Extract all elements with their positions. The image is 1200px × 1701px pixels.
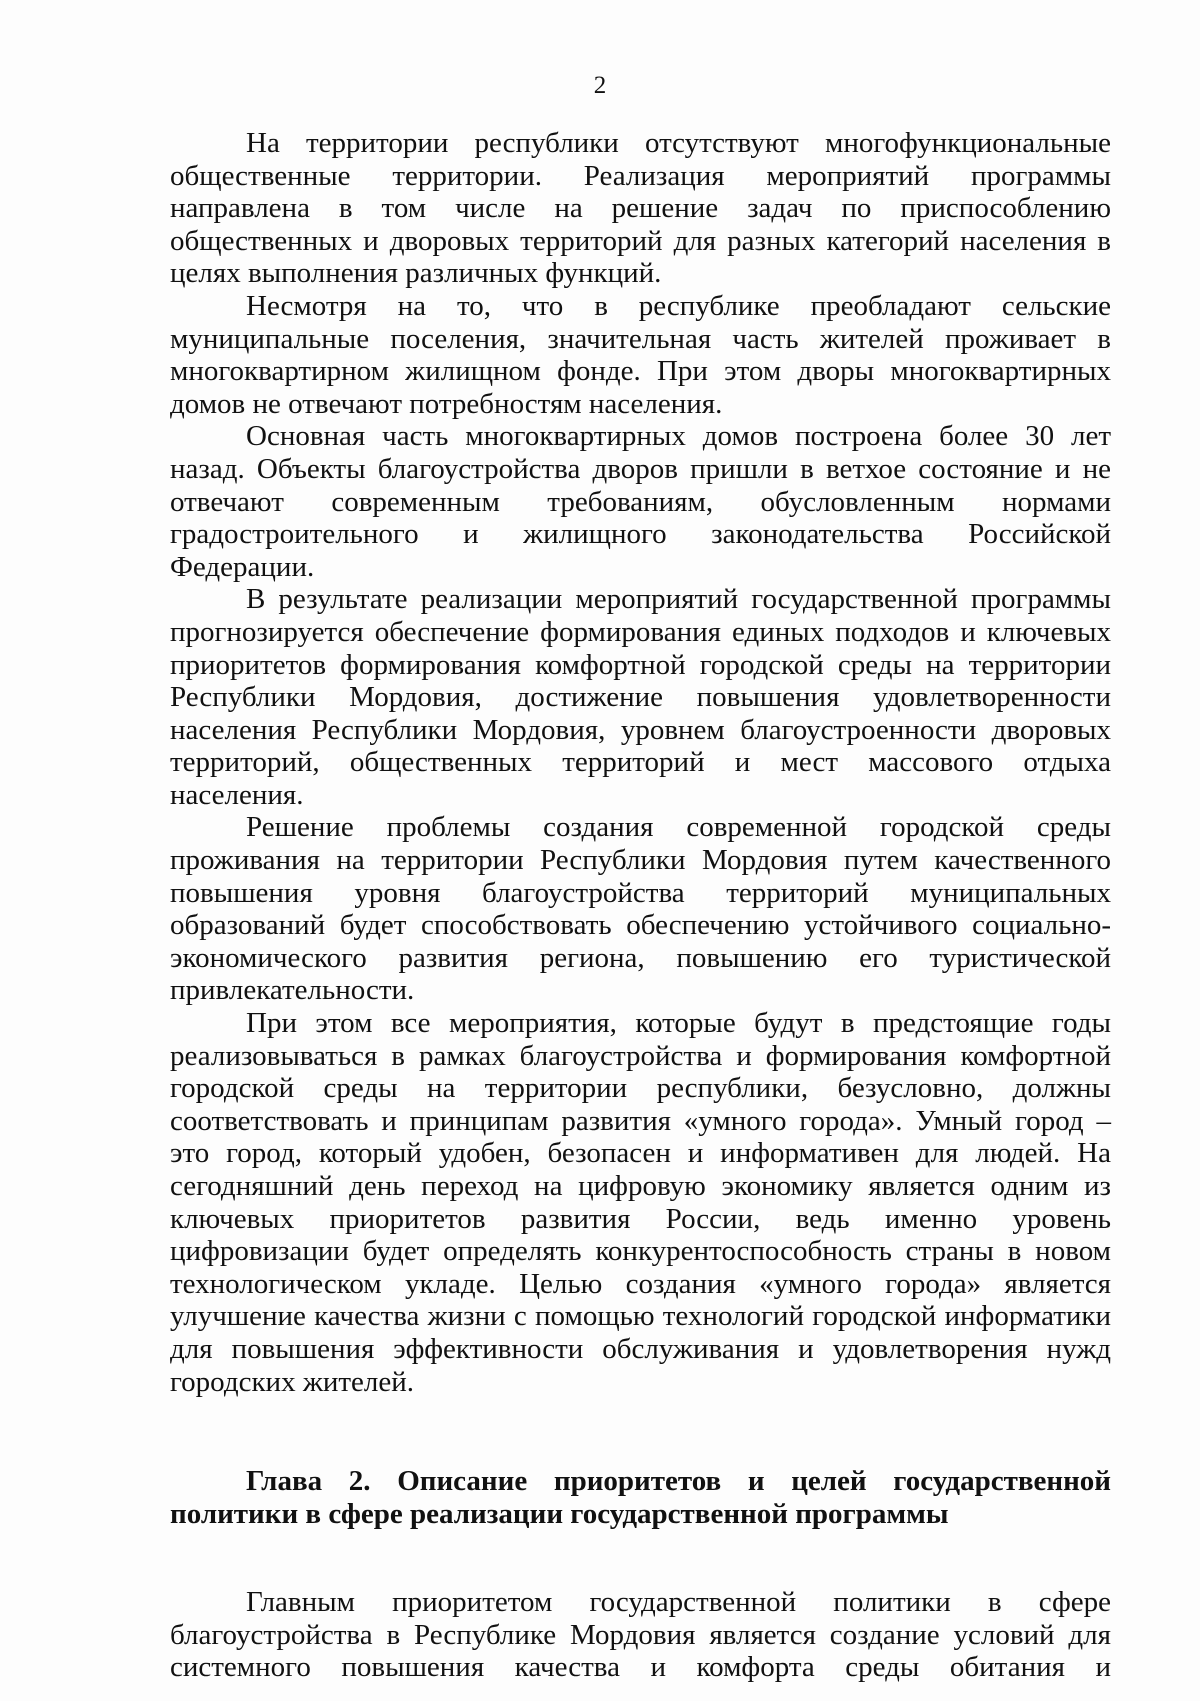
paragraph-2: Несмотря на то, что в республике преобладают сельские муниципальные поселения, значительная часть жителей проживает в многоквартирном жилищном фонде. При этом дворы многоквартирных домов не отвечают потребностям населения. bbox=[170, 289, 1111, 420]
page-number: 2 bbox=[593, 72, 607, 99]
closing-paragraph: Главным приоритетом государственной политики в сфере благоустройства в Республике Мордовия является создание условий для системного повышения качества и комфорта среды обитания и bbox=[170, 1586, 1111, 1684]
chapter-heading: Глава 2. Описание приоритетов и целей государственной политики в сфере реализации государственной программы bbox=[170, 1465, 1111, 1531]
paragraph-1: На территории республики отсутствуют многофункциональные общественные территории. Реализация мероприятий программы направлена в том числе на решение задач по приспособлению общественных и дворовых территорий для разных категорий населения в целях выполнения различных функций. bbox=[170, 127, 1111, 290]
paragraph-3: Основная часть многоквартирных домов построена более 30 лет назад. Объекты благоустройства дворов пришли в ветхое состояние и не отвечают современным требованиям, обусловленным нормами градостроительного и жилищного законодательства Российской Федерации. bbox=[170, 420, 1111, 583]
paragraph-6: При этом все мероприятия, которые будут в предстоящие годы реализовываться в рамках благоустройства и формирования комфортной городской среды на территории республики, безусловно, должны соответствовать и принципам развития «умного города». Умный город – это город, который удобен, безопасен и информативен для людей. На сегодняшний день переход на цифровую экономику является одним из ключевых приоритетов развития России, ведь именно уровень цифровизации будет определять конкурентоспособность страны в новом технологическом укладе. Целью создания «умного города» является улучшение качества жизни с помощью технологий городской информатики для повышения эффективности обслуживания и удовлетворения нужд городских жителей. bbox=[170, 1007, 1111, 1398]
paragraph-5: Решение проблемы создания современной городской среды проживания на территории Республики Мордовия путем качественного повышения уровня благоустройства территорий муниципальных образований будет способствовать обеспечению устойчивого социально-экономического развития региона, повышению его туристической привлекательности. bbox=[170, 811, 1111, 1007]
document-body bbox=[170, 127, 1111, 1684]
paragraph-4: В результате реализации мероприятий государственной программы прогнозируется обеспечение формирования единых подходов и ключевых приоритетов формирования комфортной городской среды на территории Республики Мордовия, достижение повышения удовлетворенности населения Республики Мордовия, уровнем благоустроенности дворовых территорий, общественных территорий и мест массового отдыха населения. bbox=[170, 583, 1111, 811]
